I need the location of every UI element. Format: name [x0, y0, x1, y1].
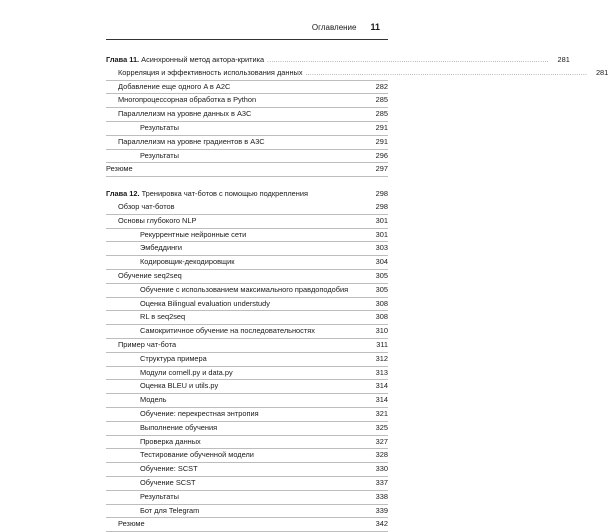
entry-title: Рекуррентные нейронные сети: [140, 229, 247, 239]
entry-title: Резюме: [118, 519, 145, 529]
toc-entry[interactable]: [106, 491, 388, 505]
page-number: 305: [375, 284, 388, 294]
header-title: Оглавление: [311, 23, 357, 32]
entry-title: Основы глубокого NLP: [118, 215, 197, 225]
entry-title: Обучение SCST: [140, 477, 196, 487]
chapter-label: Глава 12.: [106, 189, 140, 199]
entry-title: Результаты: [140, 491, 179, 501]
page-number: 314: [375, 381, 388, 391]
chapter-title: Асинхронный метод актора-критика: [141, 55, 265, 64]
entry-title: Структура примера: [140, 353, 207, 363]
chapter-heading[interactable]: [106, 54, 570, 67]
toc-entry[interactable]: [106, 518, 388, 532]
toc-entry[interactable]: [106, 367, 388, 381]
toc-entry[interactable]: [106, 298, 388, 312]
toc-entry[interactable]: [106, 229, 388, 243]
page-number: 303: [375, 243, 388, 253]
page-number: 285: [375, 109, 388, 119]
entry-title: Тестирование обученной модели: [140, 450, 254, 460]
toc-entry[interactable]: [106, 122, 388, 136]
entry-title: Модули cornell.py и data.py: [140, 367, 233, 377]
header-page-number: 11: [370, 22, 380, 32]
toc-entry[interactable]: [106, 108, 388, 122]
toc-entry[interactable]: [106, 477, 388, 491]
page-number: 338: [375, 491, 388, 501]
entry-title: Кодировщик-декодировщик: [140, 257, 235, 267]
entry-title: Бот для Telegram: [140, 505, 200, 515]
toc-entry[interactable]: [106, 463, 388, 477]
entry-title: Многопроцессорная обработка в Python: [118, 95, 257, 105]
entry-title: Оценка Bilingual evaluation understudy: [140, 298, 270, 308]
toc-entry[interactable]: [106, 150, 388, 164]
entry-title: Резюме: [106, 164, 133, 174]
page-number: 310: [375, 326, 388, 336]
page-number: 308: [375, 298, 388, 308]
toc-entry[interactable]: [106, 242, 388, 256]
leader-dots: ..................................................................................................................................: [305, 70, 588, 77]
entry-title: RL в seq2seq: [140, 312, 186, 322]
entry-title: Модель: [140, 395, 167, 405]
running-header: [312, 22, 380, 32]
entry-title: Обучение: SCST: [140, 464, 198, 474]
page-number: 285: [375, 95, 388, 105]
toc-entry[interactable]: [106, 408, 388, 422]
page-number: 342: [375, 519, 388, 529]
page-number: 297: [375, 164, 388, 174]
entry-title: Выполнение обучения: [140, 422, 218, 432]
chapter-spacer: [106, 177, 388, 188]
page-number: 337: [375, 477, 388, 487]
chapter-title: Тренировка чат-ботов с помощью подкрепления: [141, 189, 308, 199]
page-number: 296: [375, 150, 388, 160]
entry-title: Самокритичное обучение на последовательностях: [140, 326, 315, 336]
entry-title: Результаты: [140, 150, 179, 160]
page-number: 291: [375, 122, 388, 132]
entry-title: Оценка BLEU и utils.py: [140, 381, 219, 391]
header-divider: [106, 39, 388, 40]
toc-entry[interactable]: [106, 270, 388, 284]
page-number: 301: [375, 215, 388, 225]
entry-title: Обучение с использованием максимального правдоподобия: [140, 284, 349, 294]
toc-entry[interactable]: [106, 353, 388, 367]
toc-entry[interactable]: [106, 339, 388, 353]
entry-title: Проверка данных: [140, 436, 201, 446]
page-number: 325: [375, 422, 388, 432]
entry-title: Обзор чат-ботов: [118, 201, 175, 211]
toc-entry[interactable]: [106, 256, 388, 270]
entry-title: Обучение: перекрестная энтропия: [140, 408, 259, 418]
page-number: 281: [595, 67, 608, 77]
entry-title: Добавление еще одного A в A2C: [118, 81, 231, 91]
toc-entry[interactable]: [106, 67, 608, 81]
page-number: 330: [375, 464, 388, 474]
toc-entry[interactable]: [106, 380, 388, 394]
table-of-contents: [106, 54, 608, 532]
page-number: 321: [375, 408, 388, 418]
chapter-label: Глава 11.: [106, 55, 140, 64]
toc-entry[interactable]: [106, 215, 388, 229]
page-number: 298: [375, 189, 388, 199]
entry-title: Пример чат-бота: [118, 339, 177, 349]
toc-entry[interactable]: [106, 284, 388, 298]
page-number: 311: [376, 339, 388, 349]
entry-title: Обучение seq2seq: [118, 270, 182, 280]
toc-entry[interactable]: [106, 163, 388, 177]
entry-title: Параллелизм на уровне данных в A3C: [118, 109, 252, 119]
page-number: 314: [375, 395, 388, 405]
toc-entry[interactable]: [106, 436, 388, 450]
page-number: 312: [375, 353, 388, 363]
toc-entry[interactable]: [106, 81, 388, 95]
page-number: 308: [375, 312, 388, 322]
entry-title: Параллелизм на уровне градиентов в A3C: [118, 136, 265, 146]
page-number: 339: [375, 505, 388, 515]
page-number: 291: [375, 136, 388, 146]
page-number: 305: [375, 270, 388, 280]
page-number: 313: [375, 367, 388, 377]
page-number: 304: [375, 257, 388, 267]
leader-dots: ..................................................................................................................................: [267, 57, 549, 64]
toc-entry[interactable]: [106, 505, 388, 519]
page-number: 327: [375, 436, 388, 446]
entry-title: Результаты: [140, 122, 179, 132]
toc-entry[interactable]: [106, 394, 388, 408]
page-number: 281: [557, 55, 570, 64]
toc-entry[interactable]: [106, 422, 388, 436]
entry-title: Корреляция и эффективность использования данных: [118, 67, 303, 77]
page-number: 282: [375, 81, 388, 91]
toc-entry[interactable]: [106, 311, 388, 325]
chapter-heading[interactable]: [106, 188, 388, 201]
page-number: 301: [375, 229, 388, 239]
toc-entry[interactable]: [106, 201, 388, 215]
entry-title: Эмбеддинги: [140, 243, 182, 253]
toc-entry[interactable]: [106, 449, 388, 463]
toc-entry[interactable]: [106, 325, 388, 339]
toc-entry[interactable]: [106, 136, 388, 150]
page-number: 328: [375, 450, 388, 460]
toc-entry[interactable]: [106, 94, 388, 108]
page-number: 298: [375, 201, 388, 211]
